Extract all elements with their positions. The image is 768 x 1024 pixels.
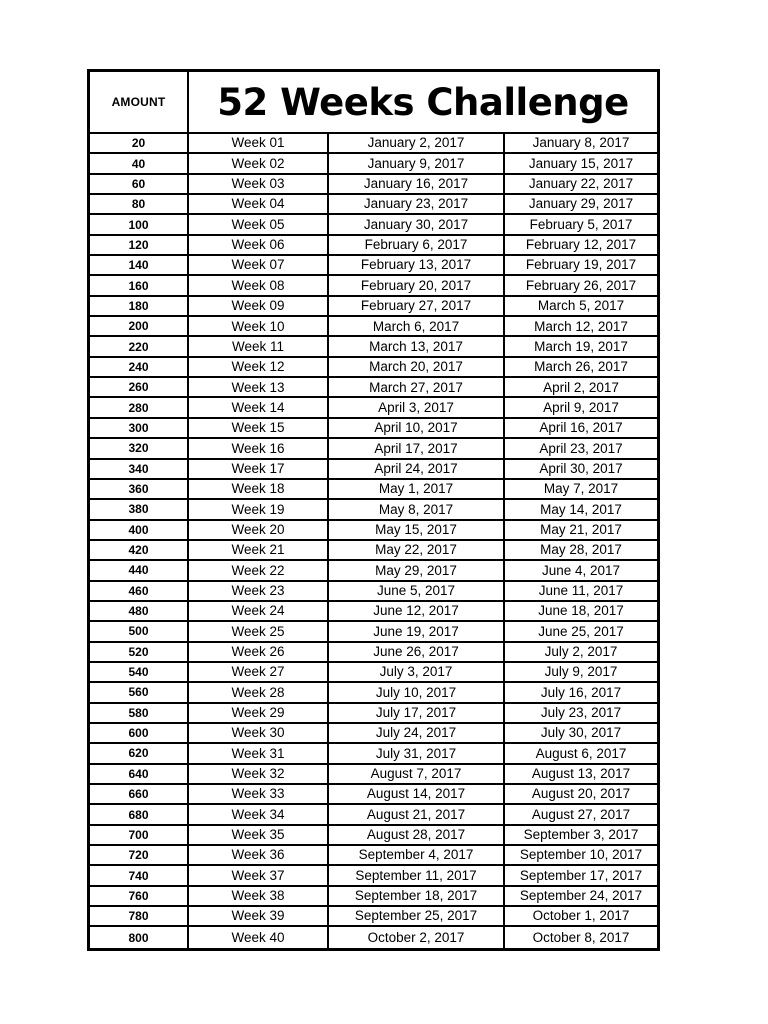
end-date-cell: July 30, 2017 bbox=[540, 725, 622, 741]
amount-cell: 660 bbox=[90, 785, 189, 803]
table-row bbox=[90, 744, 657, 764]
start-date-cell: August 14, 2017 bbox=[329, 785, 505, 803]
week-cell: Week 16 bbox=[189, 439, 329, 457]
amount-cell: 260 bbox=[90, 378, 189, 396]
start-date-cell: March 27, 2017 bbox=[329, 378, 505, 396]
start-date-cell: February 6, 2017 bbox=[329, 236, 505, 254]
start-date-cell: July 17, 2017 bbox=[329, 704, 505, 722]
start-date-cell: January 16, 2017 bbox=[329, 175, 505, 193]
start-date-cell: February 20, 2017 bbox=[329, 276, 505, 294]
week-cell: Week 03 bbox=[189, 175, 329, 193]
table-row bbox=[90, 663, 657, 683]
amount-cell: 20 bbox=[90, 134, 189, 152]
start-date-cell: March 13, 2017 bbox=[329, 337, 505, 355]
week-cell: Week 17 bbox=[189, 460, 329, 478]
end-date-cell: July 2, 2017 bbox=[544, 644, 618, 660]
amount-cell: 180 bbox=[90, 297, 189, 315]
amount-cell: 780 bbox=[90, 907, 189, 925]
week-cell: Week 02 bbox=[189, 154, 329, 172]
week-cell: Week 39 bbox=[189, 907, 329, 925]
amount-cell: 240 bbox=[90, 358, 189, 376]
week-cell: Week 08 bbox=[189, 276, 329, 294]
week-cell: Week 31 bbox=[189, 744, 329, 762]
table-row bbox=[90, 460, 657, 480]
week-cell: Week 35 bbox=[189, 826, 329, 844]
amount-cell: 560 bbox=[90, 683, 189, 701]
table-row bbox=[90, 337, 657, 357]
start-date-cell: May 1, 2017 bbox=[329, 480, 505, 498]
table-row bbox=[90, 256, 657, 276]
table-row bbox=[90, 358, 657, 378]
end-date-cell: October 8, 2017 bbox=[532, 929, 630, 945]
end-date-cell: September 24, 2017 bbox=[519, 888, 643, 904]
week-cell: Week 14 bbox=[189, 398, 329, 416]
start-date-cell: April 10, 2017 bbox=[329, 419, 505, 437]
amount-cell: 600 bbox=[90, 724, 189, 742]
start-date-cell: April 17, 2017 bbox=[329, 439, 505, 457]
amount-cell: 740 bbox=[90, 866, 189, 884]
amount-cell: 40 bbox=[90, 154, 189, 172]
start-date-cell: January 23, 2017 bbox=[329, 195, 505, 213]
end-date-cell: June 4, 2017 bbox=[541, 562, 621, 578]
week-cell: Week 18 bbox=[189, 480, 329, 498]
amount-cell: 700 bbox=[90, 826, 189, 844]
start-date-cell: January 2, 2017 bbox=[329, 134, 505, 152]
amount-cell: 680 bbox=[90, 805, 189, 823]
start-date-cell: June 12, 2017 bbox=[329, 602, 505, 620]
amount-cell: 80 bbox=[90, 195, 189, 213]
amount-cell: 380 bbox=[90, 500, 189, 518]
table-row bbox=[90, 215, 657, 235]
end-date-cell: June 25, 2017 bbox=[538, 623, 624, 639]
table-row bbox=[90, 398, 657, 418]
end-date-cell: May 14, 2017 bbox=[540, 501, 622, 517]
end-date-cell: September 3, 2017 bbox=[523, 827, 639, 843]
end-date-cell: April 16, 2017 bbox=[539, 420, 623, 436]
end-date-cell: July 9, 2017 bbox=[544, 664, 618, 680]
end-date-cell: April 30, 2017 bbox=[539, 460, 623, 476]
amount-cell: 620 bbox=[90, 744, 189, 762]
week-cell: Week 04 bbox=[189, 195, 329, 213]
week-cell: Week 07 bbox=[189, 256, 329, 274]
table-row bbox=[90, 622, 657, 642]
start-date-cell: September 4, 2017 bbox=[329, 846, 505, 864]
week-cell: Week 11 bbox=[189, 337, 329, 355]
table-row bbox=[90, 541, 657, 561]
table-row bbox=[90, 927, 657, 947]
amount-cell: 640 bbox=[90, 765, 189, 783]
week-cell: Week 01 bbox=[189, 134, 329, 152]
amount-cell: 800 bbox=[90, 927, 189, 947]
table-body bbox=[90, 134, 657, 948]
week-cell: Week 19 bbox=[189, 500, 329, 518]
week-cell: Week 20 bbox=[189, 521, 329, 539]
table-row bbox=[90, 785, 657, 805]
end-date-cell: May 28, 2017 bbox=[540, 542, 622, 558]
week-cell: Week 29 bbox=[189, 704, 329, 722]
amount-cell: 340 bbox=[90, 460, 189, 478]
start-date-cell: February 27, 2017 bbox=[329, 297, 505, 315]
table-row bbox=[90, 154, 657, 174]
amount-cell: 120 bbox=[90, 236, 189, 254]
page-title: 52 Weeks Challenge bbox=[217, 80, 629, 124]
end-date-cell: July 16, 2017 bbox=[540, 684, 622, 700]
table-row bbox=[90, 236, 657, 256]
end-date-cell: February 12, 2017 bbox=[525, 237, 637, 253]
table-row bbox=[90, 805, 657, 825]
table-row bbox=[90, 480, 657, 500]
end-date-cell: April 23, 2017 bbox=[539, 440, 623, 456]
amount-cell: 580 bbox=[90, 704, 189, 722]
table-row bbox=[90, 419, 657, 439]
table-row bbox=[90, 500, 657, 520]
end-date-cell: January 15, 2017 bbox=[528, 155, 634, 171]
amount-column-header: AMOUNT bbox=[90, 72, 189, 132]
amount-cell: 420 bbox=[90, 541, 189, 559]
amount-cell: 320 bbox=[90, 439, 189, 457]
amount-cell: 140 bbox=[90, 256, 189, 274]
table-row bbox=[90, 134, 657, 154]
end-date-cell: April 2, 2017 bbox=[543, 379, 619, 395]
start-date-cell: September 25, 2017 bbox=[329, 907, 505, 925]
week-cell: Week 27 bbox=[189, 663, 329, 681]
start-date-cell: July 31, 2017 bbox=[329, 744, 505, 762]
table-row bbox=[90, 683, 657, 703]
end-date-cell: February 26, 2017 bbox=[525, 277, 637, 293]
table-row bbox=[90, 439, 657, 459]
start-date-cell: August 21, 2017 bbox=[329, 805, 505, 823]
amount-cell: 480 bbox=[90, 602, 189, 620]
amount-cell: 460 bbox=[90, 582, 189, 600]
table-row bbox=[90, 175, 657, 195]
table-row bbox=[90, 297, 657, 317]
table-row bbox=[90, 907, 657, 927]
week-cell: Week 12 bbox=[189, 358, 329, 376]
week-cell: Week 25 bbox=[189, 622, 329, 640]
table-header bbox=[90, 72, 657, 134]
start-date-cell: May 29, 2017 bbox=[329, 561, 505, 579]
end-date-cell: August 13, 2017 bbox=[531, 766, 631, 782]
end-date-cell: March 26, 2017 bbox=[534, 359, 628, 375]
week-cell: Week 38 bbox=[189, 887, 329, 905]
amount-cell: 440 bbox=[90, 561, 189, 579]
table-row bbox=[90, 561, 657, 581]
table-row bbox=[90, 317, 657, 337]
start-date-cell: June 26, 2017 bbox=[329, 643, 505, 661]
table-row bbox=[90, 195, 657, 215]
start-date-cell: May 8, 2017 bbox=[329, 500, 505, 518]
end-date-cell: August 20, 2017 bbox=[531, 786, 631, 802]
week-cell: Week 24 bbox=[189, 602, 329, 620]
start-date-cell: August 28, 2017 bbox=[329, 826, 505, 844]
end-date-cell: October 1, 2017 bbox=[532, 908, 630, 924]
table-row bbox=[90, 643, 657, 663]
table-row bbox=[90, 276, 657, 296]
end-date-cell: September 10, 2017 bbox=[519, 847, 643, 863]
week-cell: Week 10 bbox=[189, 317, 329, 335]
week-cell: Week 13 bbox=[189, 378, 329, 396]
week-cell: Week 33 bbox=[189, 785, 329, 803]
week-cell: Week 23 bbox=[189, 582, 329, 600]
table-row bbox=[90, 846, 657, 866]
table-row bbox=[90, 866, 657, 886]
start-date-cell: September 11, 2017 bbox=[329, 866, 505, 884]
end-date-cell: February 19, 2017 bbox=[525, 257, 637, 273]
amount-cell: 100 bbox=[90, 215, 189, 233]
end-date-cell: January 29, 2017 bbox=[528, 196, 634, 212]
amount-cell: 400 bbox=[90, 521, 189, 539]
week-cell: Week 26 bbox=[189, 643, 329, 661]
table-row bbox=[90, 887, 657, 907]
end-date-cell: June 18, 2017 bbox=[538, 603, 624, 619]
table-row bbox=[90, 704, 657, 724]
week-cell: Week 22 bbox=[189, 561, 329, 579]
end-date-cell: May 21, 2017 bbox=[540, 521, 622, 537]
amount-cell: 200 bbox=[90, 317, 189, 335]
start-date-cell: July 10, 2017 bbox=[329, 683, 505, 701]
week-cell: Week 34 bbox=[189, 805, 329, 823]
table-row bbox=[90, 765, 657, 785]
challenge-table bbox=[87, 69, 660, 951]
amount-cell: 60 bbox=[90, 175, 189, 193]
start-date-cell: July 24, 2017 bbox=[329, 724, 505, 742]
table-row bbox=[90, 724, 657, 744]
amount-cell: 220 bbox=[90, 337, 189, 355]
end-date-cell: January 22, 2017 bbox=[528, 176, 634, 192]
end-date-cell: April 9, 2017 bbox=[543, 399, 619, 415]
end-date-cell: August 6, 2017 bbox=[535, 745, 627, 761]
week-cell: Week 05 bbox=[189, 215, 329, 233]
end-date-cell: June 11, 2017 bbox=[538, 582, 624, 598]
end-date-cell: July 23, 2017 bbox=[540, 705, 622, 721]
week-cell: Week 28 bbox=[189, 683, 329, 701]
start-date-cell: April 24, 2017 bbox=[329, 460, 505, 478]
week-cell: Week 40 bbox=[189, 927, 329, 947]
week-cell: Week 15 bbox=[189, 419, 329, 437]
week-cell: Week 09 bbox=[189, 297, 329, 315]
amount-cell: 300 bbox=[90, 419, 189, 437]
amount-cell: 280 bbox=[90, 398, 189, 416]
week-cell: Week 37 bbox=[189, 866, 329, 884]
start-date-cell: January 9, 2017 bbox=[329, 154, 505, 172]
start-date-cell: July 3, 2017 bbox=[329, 663, 505, 681]
week-cell: Week 06 bbox=[189, 236, 329, 254]
table-row bbox=[90, 521, 657, 541]
amount-cell: 500 bbox=[90, 622, 189, 640]
week-cell: Week 36 bbox=[189, 846, 329, 864]
start-date-cell: March 6, 2017 bbox=[329, 317, 505, 335]
amount-cell: 160 bbox=[90, 276, 189, 294]
start-date-cell: March 20, 2017 bbox=[329, 358, 505, 376]
end-date-cell: August 27, 2017 bbox=[531, 806, 631, 822]
week-cell: Week 30 bbox=[189, 724, 329, 742]
table-row bbox=[90, 378, 657, 398]
amount-cell: 520 bbox=[90, 643, 189, 661]
table-row bbox=[90, 582, 657, 602]
end-date-cell: March 12, 2017 bbox=[534, 318, 628, 334]
end-date-cell: January 8, 2017 bbox=[532, 135, 630, 151]
start-date-cell: June 19, 2017 bbox=[329, 622, 505, 640]
end-date-cell: March 5, 2017 bbox=[537, 298, 625, 314]
start-date-cell: August 7, 2017 bbox=[329, 765, 505, 783]
start-date-cell: September 18, 2017 bbox=[329, 887, 505, 905]
start-date-cell: June 5, 2017 bbox=[329, 582, 505, 600]
end-date-cell: March 19, 2017 bbox=[534, 338, 628, 354]
start-date-cell: May 22, 2017 bbox=[329, 541, 505, 559]
table-row bbox=[90, 602, 657, 622]
start-date-cell: February 13, 2017 bbox=[329, 256, 505, 274]
end-date-cell: May 7, 2017 bbox=[543, 481, 619, 497]
start-date-cell: January 30, 2017 bbox=[329, 215, 505, 233]
table-row bbox=[90, 826, 657, 846]
week-cell: Week 21 bbox=[189, 541, 329, 559]
start-date-cell: May 15, 2017 bbox=[329, 521, 505, 539]
amount-cell: 720 bbox=[90, 846, 189, 864]
start-date-cell: October 2, 2017 bbox=[329, 927, 505, 947]
amount-cell: 540 bbox=[90, 663, 189, 681]
end-date-cell: September 17, 2017 bbox=[519, 867, 643, 883]
end-date-cell: February 5, 2017 bbox=[529, 216, 633, 232]
amount-cell: 360 bbox=[90, 480, 189, 498]
amount-cell: 760 bbox=[90, 887, 189, 905]
start-date-cell: April 3, 2017 bbox=[329, 398, 505, 416]
week-cell: Week 32 bbox=[189, 765, 329, 783]
